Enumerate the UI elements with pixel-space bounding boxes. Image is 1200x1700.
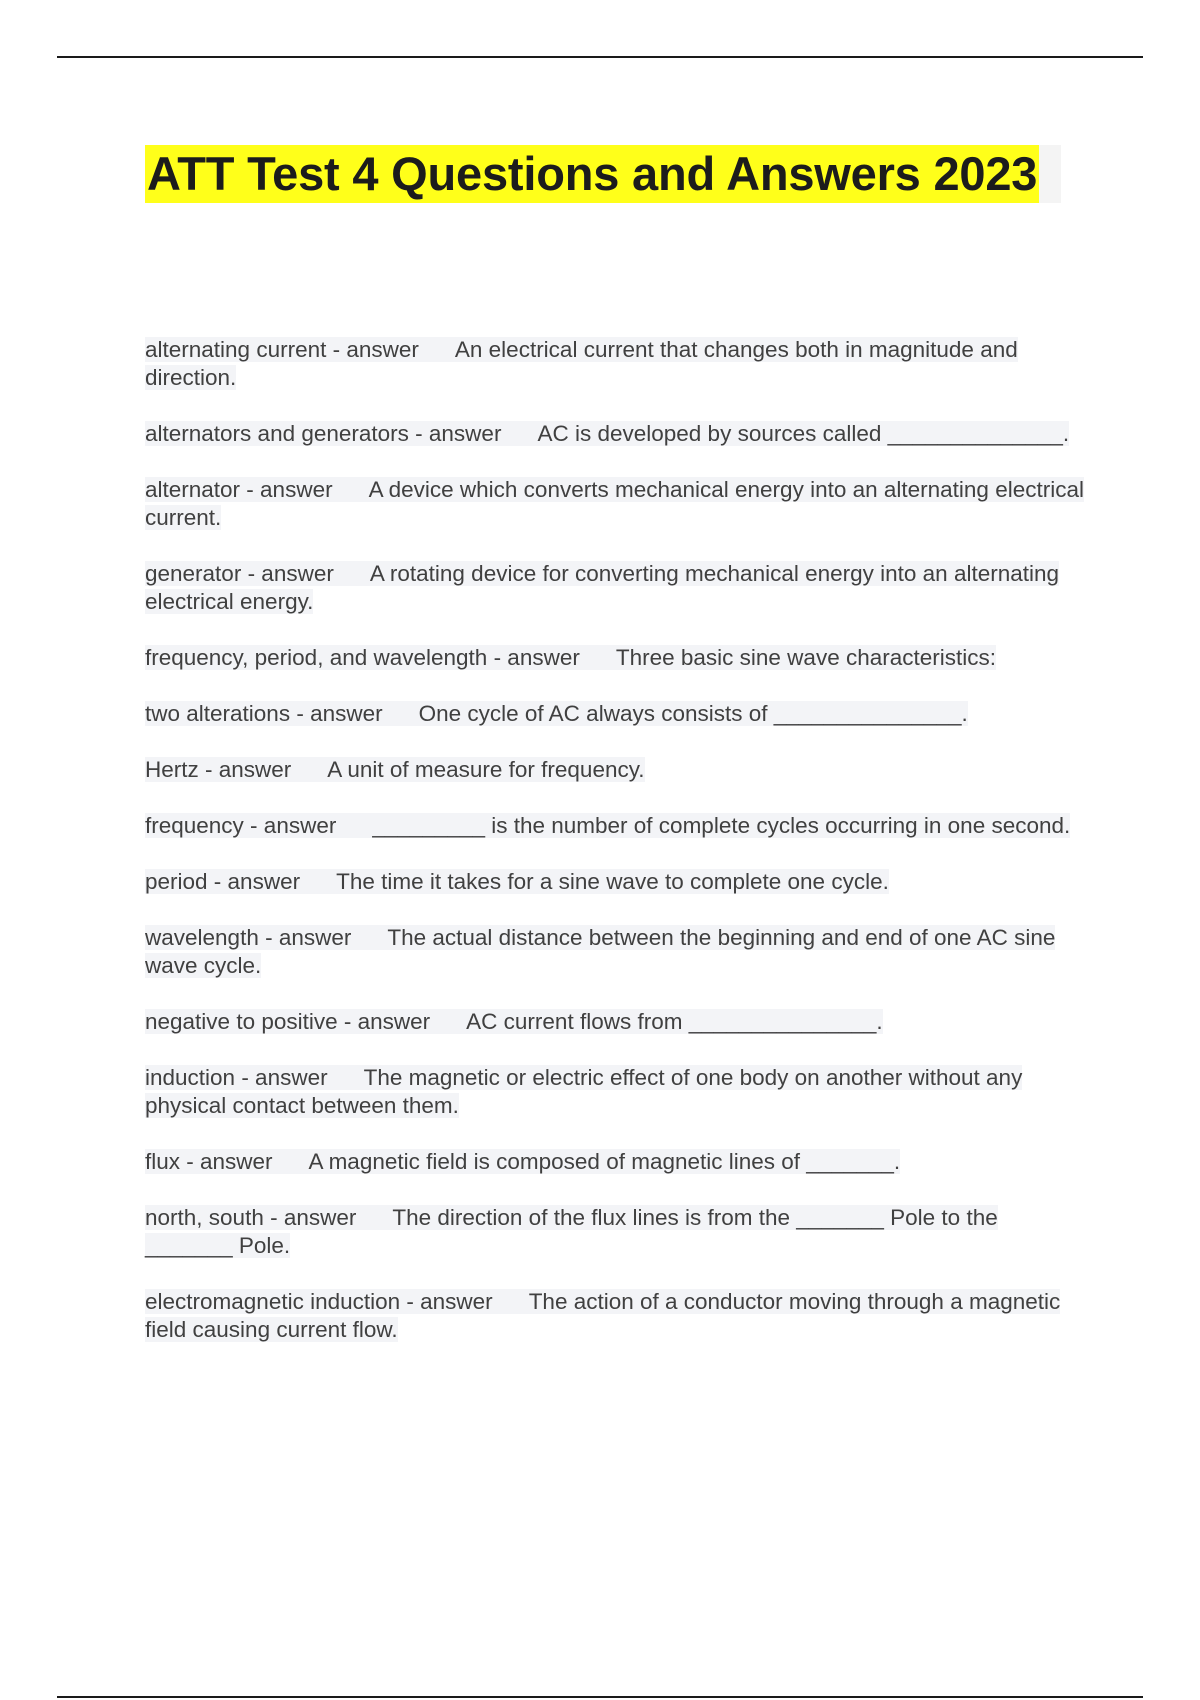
card-definition: The time it takes for a sine wave to complete one cycle.: [336, 869, 889, 894]
page-title: ATT Test 4 Questions and Answers 2023: [145, 145, 1039, 203]
card-term: alternators and generators - answer: [145, 421, 502, 446]
card-term: frequency - answer: [145, 813, 337, 838]
flashcard-item: [145, 1148, 1085, 1176]
card-definition: A device which converts mechanical energy into an alternating electrical current.: [145, 477, 1084, 530]
card-definition: The direction of the flux lines is from the _______ Pole to the _______ Pole.: [145, 1205, 998, 1258]
card-definition: The action of a conductor moving through a magnetic field causing current flow.: [145, 1289, 1061, 1342]
flashcard-item: [145, 644, 1085, 672]
card-term: electromagnetic induction - answer: [145, 1289, 493, 1314]
card-definition: An electrical current that changes both in magnitude and direction.: [145, 337, 1018, 390]
flashcard-item: [145, 336, 1085, 392]
card-definition: A unit of measure for frequency.: [327, 757, 645, 782]
card-term: Hertz - answer: [145, 757, 292, 782]
flashcard-item: [145, 924, 1085, 980]
flashcard-item: [145, 1204, 1085, 1260]
card-definition: AC is developed by sources called ______________.: [537, 421, 1070, 446]
card-definition: _________ is the number of complete cycles occurring in one second.: [372, 813, 1071, 838]
flashcard-item: [145, 756, 1085, 784]
title-block: [145, 145, 1061, 203]
card-term: frequency, period, and wavelength - answer: [145, 645, 580, 670]
flashcard-item: [145, 420, 1085, 448]
card-term: alternator - answer: [145, 477, 333, 502]
card-term: north, south - answer: [145, 1205, 357, 1230]
flashcard-list: [145, 336, 1085, 1372]
bottom-rule: [57, 1696, 1143, 1698]
card-term: flux - answer: [145, 1149, 273, 1174]
card-definition: AC current flows from _______________.: [466, 1009, 883, 1034]
card-definition: The actual distance between the beginning and end of one AC sine wave cycle.: [145, 925, 1056, 978]
card-definition: A rotating device for converting mechanical energy into an alternating electrical energy.: [145, 561, 1060, 614]
flashcard-item: [145, 700, 1085, 728]
flashcard-item: [145, 560, 1085, 616]
flashcard-item: [145, 812, 1085, 840]
card-term: wavelength - answer: [145, 925, 352, 950]
card-term: two alterations - answer: [145, 701, 383, 726]
card-term: alternating current - answer: [145, 337, 419, 362]
card-definition: One cycle of AC always consists of _______________.: [418, 701, 968, 726]
flashcard-item: [145, 476, 1085, 532]
card-definition: A magnetic field is composed of magnetic lines of _______.: [308, 1149, 901, 1174]
card-term: induction - answer: [145, 1065, 328, 1090]
flashcard-item: [145, 868, 1085, 896]
flashcard-item: [145, 1008, 1085, 1036]
flashcard-item: [145, 1064, 1085, 1120]
card-term: period - answer: [145, 869, 301, 894]
card-definition: The magnetic or electric effect of one body on another without any physical contact between them.: [145, 1065, 1023, 1118]
card-definition: Three basic sine wave characteristics:: [615, 645, 996, 670]
top-rule: [57, 56, 1143, 58]
flashcard-item: [145, 1288, 1085, 1344]
card-term: generator - answer: [145, 561, 334, 586]
card-term: negative to positive - answer: [145, 1009, 431, 1034]
